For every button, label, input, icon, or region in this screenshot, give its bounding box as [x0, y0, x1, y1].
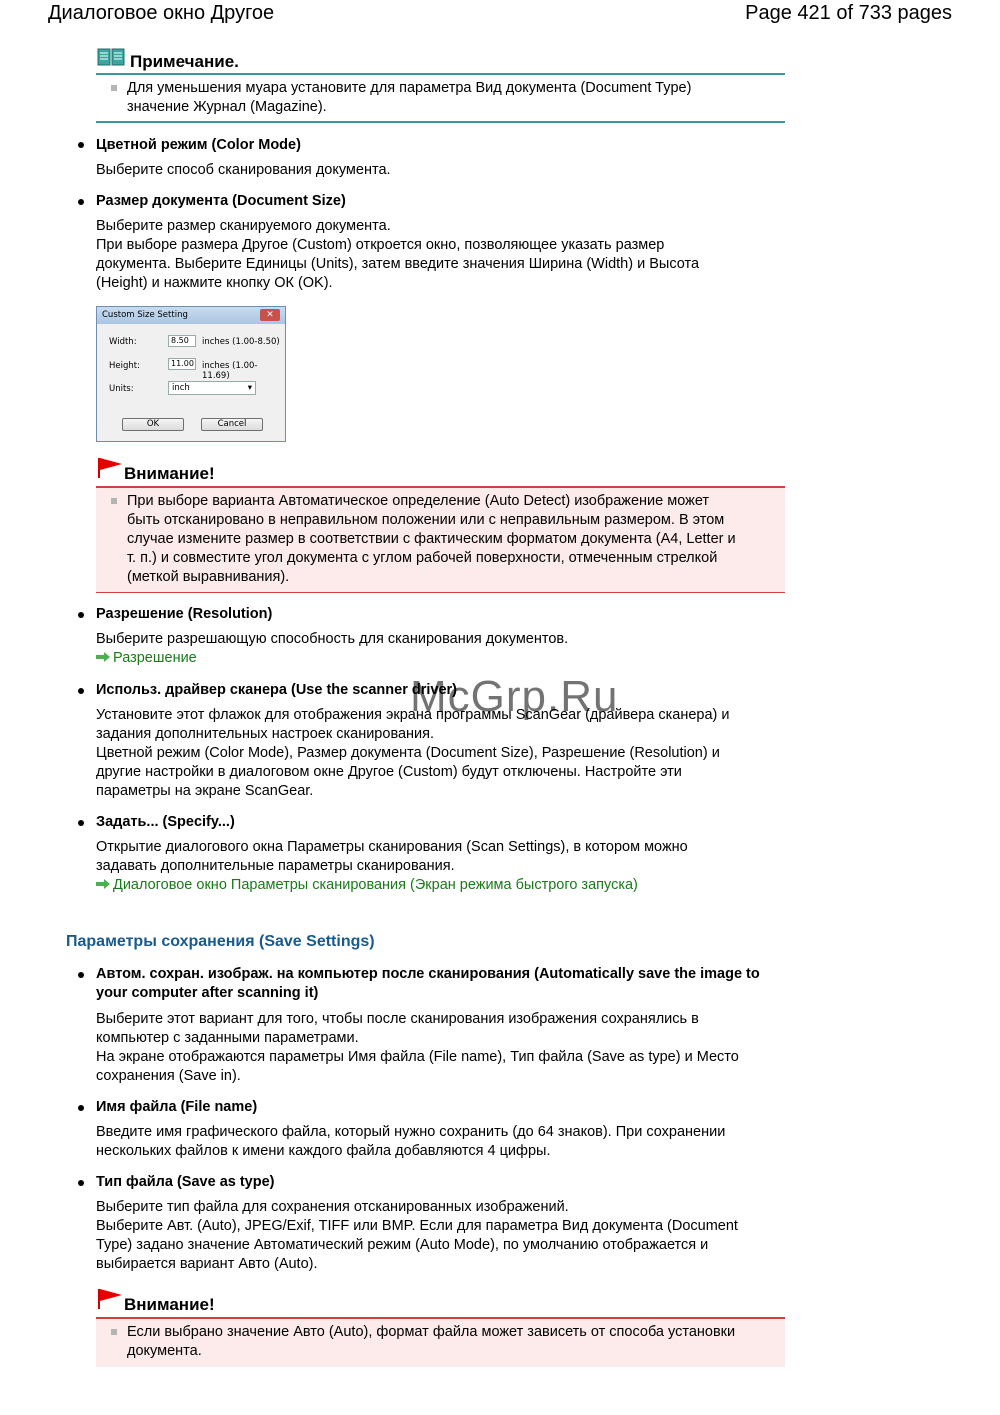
units-value: inch [172, 383, 190, 393]
caution-line: Если выбрано значение Авто (Auto), формат файла может зависеть от способа установки [127, 1324, 736, 1340]
caution-bullet [111, 1329, 117, 1335]
watermark: McGrp.Ru [410, 672, 619, 721]
dialog-titlebar [97, 307, 285, 324]
filetype-text: Выберите Авт. (Auto), JPEG/Exif, TIFF или BMP. Если для параметра Вид документа (Document [96, 1218, 738, 1234]
filetype-text: выбирается вариант Авто (Auto). [96, 1256, 318, 1272]
arrow-right-icon [96, 876, 110, 886]
note-divider-top [96, 73, 785, 75]
filename-text: Введите имя графического файла, который нужно сохранить (до 64 знаков). При сохранении [96, 1124, 726, 1140]
doc-size-heading: Размер документа (Document Size) [96, 193, 346, 209]
bullet [78, 1105, 84, 1111]
autosave-text: На экране отображаются параметры Имя файла (File name), Тип файла (Save as type) и Место [96, 1049, 739, 1065]
scan-settings-link[interactable] [96, 876, 638, 895]
filetype-heading: Тип файла (Save as type) [96, 1174, 275, 1190]
note-line: Для уменьшения муара установите для параметра Вид документа (Document Type) [127, 80, 692, 96]
doc-size-text: При выборе размера Другое (Custom) откроется окно, позволяющее указать размер [96, 237, 665, 253]
bullet [78, 820, 84, 826]
height-label: Height: [109, 361, 140, 371]
note-line: значение Журнал (Magazine). [127, 99, 327, 115]
caution-line: (меткой выравнивания). [127, 569, 290, 585]
autosave-text: компьютер с заданными параметрами. [96, 1030, 359, 1046]
specify-text: задавать дополнительные параметры сканирования. [96, 858, 455, 874]
caution-title: Внимание! [124, 464, 215, 483]
caution-flag-icon [97, 457, 123, 479]
autosave-heading: Автом. сохран. изображ. на компьютер после сканирования (Automatically save the image to [96, 966, 760, 982]
page-number: Page 421 of 733 pages [745, 2, 952, 24]
color-mode-heading: Цветной режим (Color Mode) [96, 137, 301, 153]
bullet [78, 972, 84, 978]
driver-heading: Использ. драйвер сканера (Use the scanner driver) [96, 682, 458, 698]
dialog-title: Custom Size Setting [102, 310, 188, 320]
driver-text: другие настройки в диалоговом окне Другое (Custom) будут отключены. Настройте эти [96, 764, 682, 780]
width-input[interactable]: 8.50 [168, 335, 196, 347]
scan-settings-link-text[interactable]: Диалоговое окно Параметры сканирования (Экран режима быстрого запуска) [113, 877, 638, 893]
caution-line: быть отсканировано в неправильном положении или с неправильным размером. В этом [127, 512, 725, 528]
resolution-text: Выберите разрешающую способность для сканирования документов. [96, 631, 569, 647]
caution-line: случае измените размер в соответствии с фактическим форматом документа (A4, Letter и [127, 531, 736, 547]
filetype-text: Выберите тип файла для сохранения отсканированных изображений. [96, 1199, 569, 1215]
autosave-heading: your computer after scanning it) [96, 985, 319, 1001]
color-mode-text: Выберите способ сканирования документа. [96, 162, 391, 178]
width-hint: inches (1.00-8.50) [202, 337, 280, 347]
bullet [78, 612, 84, 618]
autosave-text: сохранения (Save in). [96, 1068, 241, 1084]
autosave-text: Выберите этот вариант для того, чтобы после сканирования изображения сохранялись в [96, 1011, 699, 1027]
caution-line: При выборе варианта Автоматическое определение (Auto Detect) изображение может [127, 493, 710, 509]
caution-line: т. п.) и совместите угол документа с углом рабочей поверхности, отмеченным стрелкой [127, 550, 718, 566]
note-bullet [111, 85, 117, 91]
driver-text: параметры на экране ScanGear. [96, 783, 314, 799]
units-label: Units: [109, 384, 134, 394]
ok-button[interactable]: OK [122, 418, 184, 431]
caution-bullet [111, 498, 117, 504]
caution-flag-icon [97, 1288, 123, 1310]
cancel-button[interactable]: Cancel [201, 418, 263, 431]
chevron-down-icon: ▾ [247, 383, 252, 393]
driver-text: Установите этот флажок для отображения экрана программы ScanGear (драйвера сканера) и [96, 707, 730, 723]
width-label: Width: [109, 337, 137, 347]
caution-title: Внимание! [124, 1295, 215, 1314]
specify-text: Открытие диалогового окна Параметры сканирования (Scan Settings), в котором можно [96, 839, 688, 855]
note-icon [97, 47, 125, 67]
resolution-heading: Разрешение (Resolution) [96, 606, 273, 622]
driver-text: Цветной режим (Color Mode), Размер документа (Document Size), Разрешение (Resolution) и [96, 745, 720, 761]
bullet [78, 142, 84, 148]
filetype-text: Type) задано значение Автоматический режим (Auto Mode), по умолчанию отображается и [96, 1237, 709, 1253]
filename-text: нескольких файлов к имени каждого файла добавляются 4 цифры. [96, 1143, 551, 1159]
specify-heading: Задать... (Specify...) [96, 814, 235, 830]
arrow-right-icon [96, 649, 110, 659]
bullet [78, 199, 84, 205]
save-settings-title: Параметры сохранения (Save Settings) [66, 933, 375, 950]
filename-heading: Имя файла (File name) [96, 1099, 258, 1115]
bullet [78, 1180, 84, 1186]
note-title: Примечание. [130, 52, 239, 71]
units-select[interactable] [168, 381, 256, 395]
doc-size-text: Выберите размер сканируемого документа. [96, 218, 391, 234]
height-input[interactable]: 11.00 [168, 358, 196, 370]
note-divider-bottom [96, 121, 785, 123]
doc-size-text: (Height) и нажмите кнопку ОК (OK). [96, 275, 333, 291]
page-header-title: Диалоговое окно Другое [48, 2, 275, 24]
resolution-link[interactable] [96, 649, 197, 668]
height-hint: inches (1.00-11.69) [202, 361, 258, 381]
custom-size-dialog [96, 306, 286, 442]
close-icon[interactable]: ✕ [260, 309, 280, 321]
resolution-link-text[interactable]: Разрешение [113, 650, 197, 666]
driver-text: задания дополнительных настроек сканирования. [96, 726, 435, 742]
caution-line: документа. [127, 1343, 202, 1359]
bullet [78, 688, 84, 694]
doc-size-text: документа. Выберите Единицы (Units), затем введите значения Ширина (Width) и Высота [96, 256, 700, 272]
